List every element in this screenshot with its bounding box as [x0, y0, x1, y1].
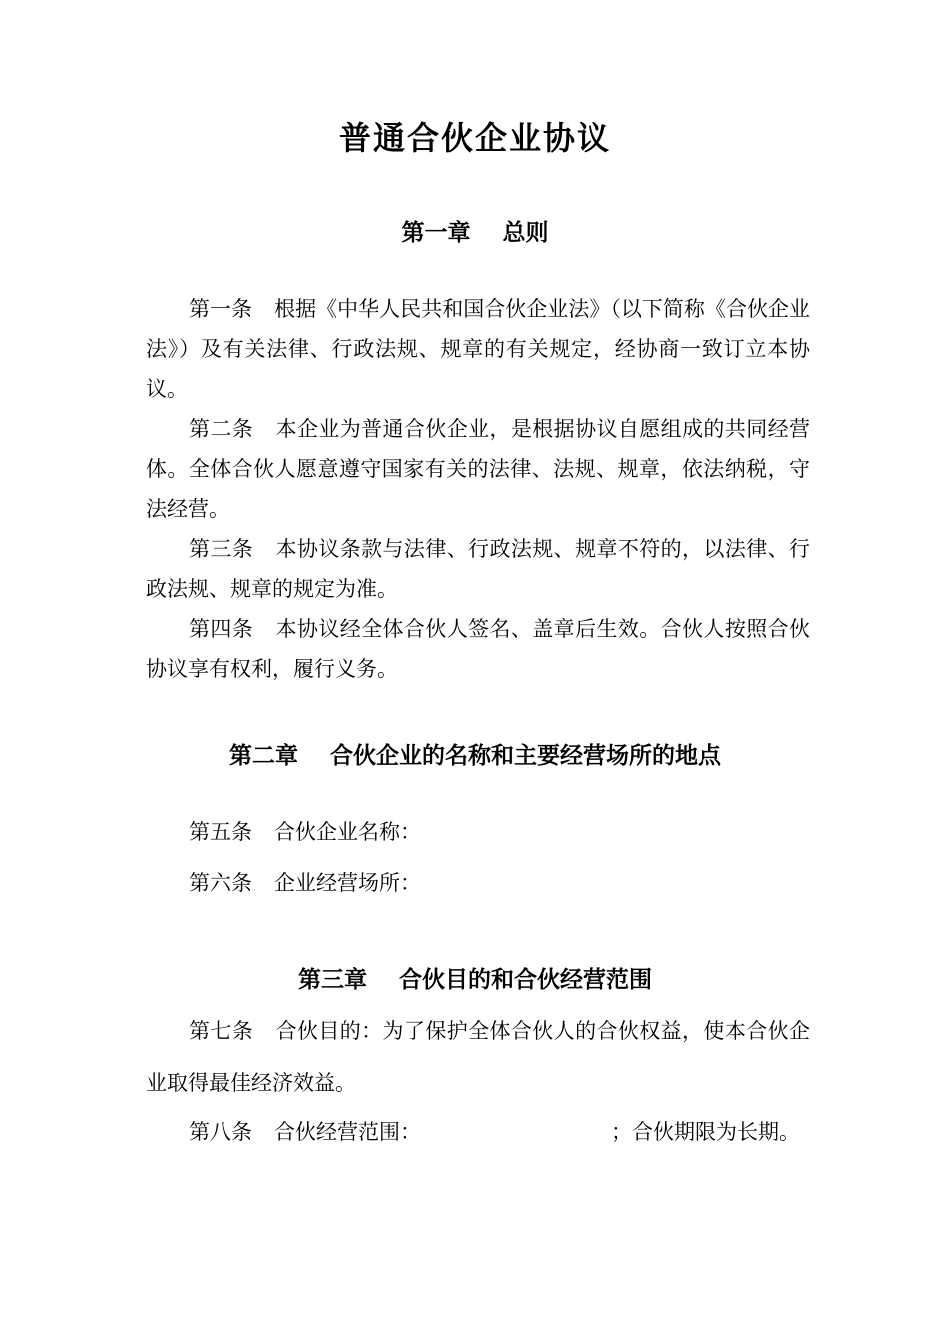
chapter-name: 合伙目的和合伙经营范围 — [399, 967, 652, 993]
chapter-name: 总则 — [502, 220, 549, 246]
article-text: 本协议条款与法律、行政法规、规章不符的，以法律、行政法规、规章的规定为准。 — [146, 537, 811, 601]
chapter-label: 第三章 — [298, 967, 367, 993]
chapter-name: 合伙企业的名称和主要经营场所的地点 — [330, 743, 721, 769]
article-3 — [146, 529, 810, 609]
article-label: 第六条 — [189, 871, 252, 895]
chapter-label: 第一章 — [401, 220, 471, 246]
article-text: 合伙企业名称： — [274, 820, 421, 844]
chapter-heading-2 — [0, 740, 950, 772]
article-label: 第三条 — [189, 537, 254, 561]
article-text: 本协议经全体合伙人签名、盖章后生效。合伙人按照合伙协议享有权利，履行义务。 — [146, 617, 811, 681]
article-label: 第七条 — [189, 1019, 254, 1043]
article-4 — [146, 609, 810, 689]
article-text: 合伙经营范围： — [274, 1120, 421, 1144]
article-label: 第四条 — [189, 617, 254, 641]
article-8 — [146, 1112, 810, 1152]
chapter-heading-1 — [0, 217, 950, 249]
article-1 — [146, 289, 810, 409]
article-label: 第八条 — [189, 1120, 252, 1144]
article-text: 合伙目的：为了保护全体合伙人的合伙权益，使本合伙企业取得最佳经济效益。 — [146, 1019, 811, 1095]
document-title: 普通合伙企业协议 — [338, 119, 611, 157]
article-2 — [146, 409, 810, 529]
article-text-after: ；合伙期限为长期。 — [611, 1120, 800, 1144]
article-text: 本企业为普通合伙企业，是根据协议自愿组成的共同经营体。全体合伙人愿意遵守国家有关的法律、法规、规章，依法纳税，守法经营。 — [146, 417, 811, 521]
article-label: 第二条 — [189, 417, 254, 441]
chapter-label: 第二章 — [229, 743, 298, 769]
article-7 — [146, 1005, 810, 1109]
article-label: 第五条 — [189, 820, 252, 844]
article-text: 企业经营场所： — [274, 871, 421, 895]
article-text: 根据《中华人民共和国合伙企业法》（以下简称《合伙企业法》）及有关法律、行政法规、规章的有关规定，经协商一致订立本协议。 — [146, 297, 811, 401]
article-6 — [146, 863, 810, 903]
chapter-heading-3 — [0, 964, 950, 996]
article-label: 第一条 — [189, 297, 253, 321]
article-5 — [146, 812, 810, 852]
